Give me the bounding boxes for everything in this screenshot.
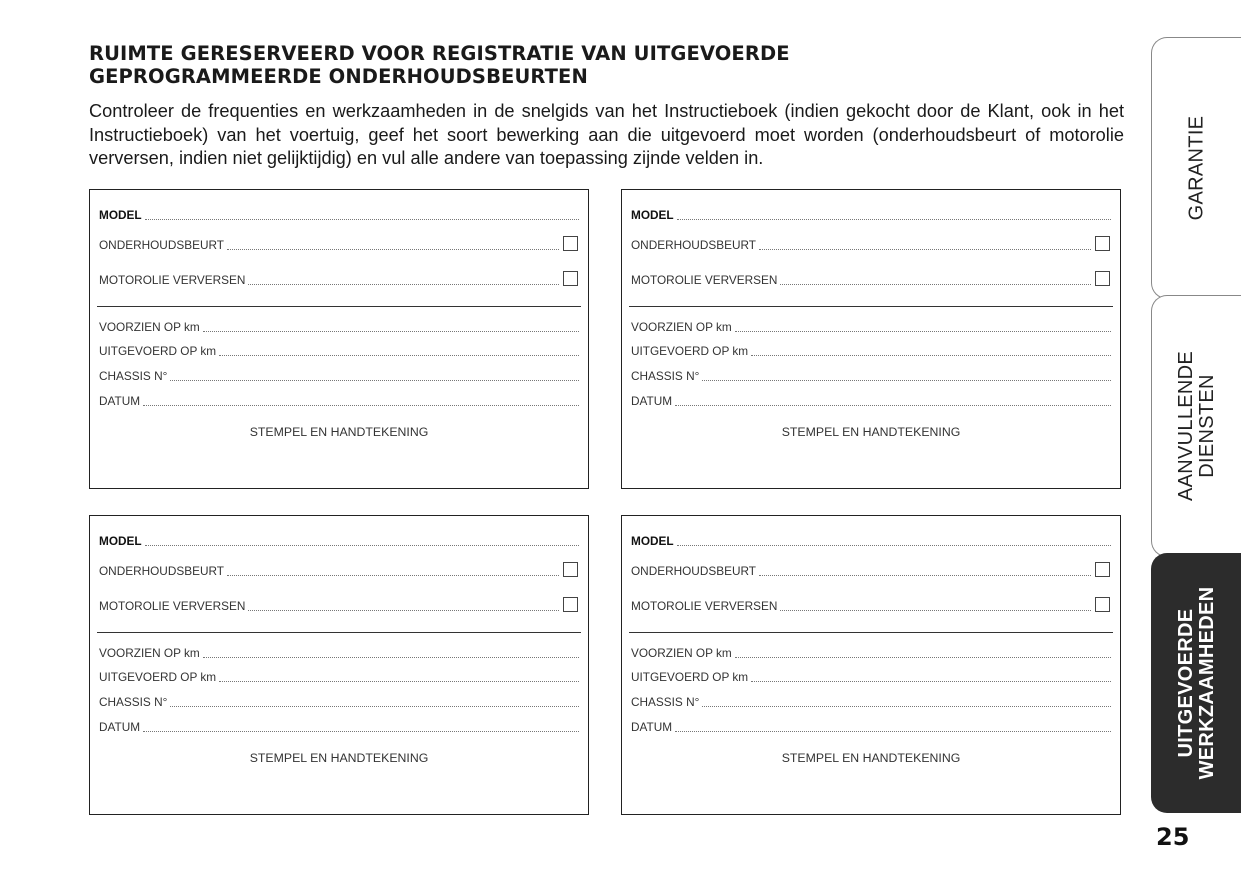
model-label: MODEL	[631, 208, 674, 222]
date-line	[143, 731, 579, 732]
tab-uitgevoerde-werkzaamheden-label: UITGEVOERDE WERKZAAMHEDEN	[1175, 586, 1218, 780]
model-field[interactable]	[631, 208, 1111, 222]
service-line	[227, 249, 559, 250]
oil-change-line	[248, 284, 559, 285]
service-record-card	[89, 189, 589, 489]
tab-garantie-label: GARANTIE	[1185, 115, 1208, 221]
planned-km-label: VOORZIEN OP km	[99, 646, 200, 660]
service-checkbox[interactable]	[563, 236, 578, 251]
oil-change-line	[780, 284, 1091, 285]
planned-km-field[interactable]	[99, 320, 579, 334]
chassis-line	[702, 706, 1111, 707]
service-line	[759, 575, 1091, 576]
service-record-card	[89, 515, 589, 815]
model-line	[145, 545, 579, 546]
done-km-label: UITGEVOERD OP km	[99, 670, 217, 684]
done-km-field[interactable]	[99, 670, 579, 684]
date-line	[143, 405, 579, 406]
divider	[629, 306, 1113, 307]
date-label: DATUM	[99, 394, 141, 408]
service-record-card	[621, 515, 1121, 815]
planned-km-line	[735, 331, 1111, 332]
model-line	[145, 219, 579, 220]
service-label: ONDERHOUDSBEURT	[631, 564, 756, 578]
date-field[interactable]	[631, 394, 1111, 408]
service-checkbox[interactable]	[563, 562, 578, 577]
chassis-line	[170, 380, 579, 381]
service-field	[99, 236, 578, 252]
model-line	[677, 545, 1111, 546]
stamp-signature-label: STEMPEL EN HANDTEKENING	[249, 751, 429, 765]
service-line	[227, 575, 559, 576]
model-label: MODEL	[99, 534, 142, 548]
oil-change-checkbox[interactable]	[563, 271, 578, 286]
tab-uitgevoerde-werkzaamheden[interactable]	[1151, 553, 1241, 813]
chassis-label: CHASSIS N°	[631, 369, 700, 383]
chassis-field[interactable]	[99, 369, 579, 383]
oil-change-line	[780, 610, 1091, 611]
chassis-line	[170, 706, 579, 707]
service-line	[759, 249, 1091, 250]
service-field	[631, 236, 1110, 252]
planned-km-line	[203, 331, 579, 332]
planned-km-field[interactable]	[631, 320, 1111, 334]
oil-change-checkbox[interactable]	[1095, 597, 1110, 612]
planned-km-label: VOORZIEN OP km	[99, 320, 200, 334]
date-line	[675, 731, 1111, 732]
divider	[97, 632, 581, 633]
tab-aanvullende-diensten[interactable]	[1151, 295, 1241, 557]
planned-km-line	[735, 657, 1111, 658]
service-checkbox[interactable]	[1095, 236, 1110, 251]
model-label: MODEL	[99, 208, 142, 222]
oil-change-label: MOTOROLIE VERVERSEN	[631, 599, 778, 613]
stamp-signature-label: STEMPEL EN HANDTEKENING	[249, 425, 429, 439]
date-field[interactable]	[99, 394, 579, 408]
model-field[interactable]	[99, 534, 579, 548]
oil-change-field	[99, 271, 578, 287]
chassis-field[interactable]	[631, 695, 1111, 709]
done-km-label: UITGEVOERD OP km	[99, 344, 217, 358]
stamp-signature-label: STEMPEL EN HANDTEKENING	[781, 751, 961, 765]
planned-km-field[interactable]	[631, 646, 1111, 660]
service-label: ONDERHOUDSBEURT	[99, 238, 224, 252]
service-label: ONDERHOUDSBEURT	[631, 238, 756, 252]
page-number: 25	[1156, 823, 1190, 851]
divider	[97, 306, 581, 307]
model-line	[677, 219, 1111, 220]
oil-change-line	[248, 610, 559, 611]
done-km-line	[219, 681, 579, 682]
tab-garantie[interactable]	[1151, 37, 1241, 299]
stamp-signature-label: STEMPEL EN HANDTEKENING	[781, 425, 961, 439]
done-km-label: UITGEVOERD OP km	[631, 670, 749, 684]
done-km-line	[219, 355, 579, 356]
oil-change-label: MOTOROLIE VERVERSEN	[99, 273, 246, 287]
service-field	[99, 562, 578, 578]
planned-km-label: VOORZIEN OP km	[631, 320, 732, 334]
chassis-field[interactable]	[99, 695, 579, 709]
page-title	[89, 42, 1129, 88]
oil-change-field	[631, 597, 1110, 613]
planned-km-line	[203, 657, 579, 658]
date-label: DATUM	[631, 394, 673, 408]
divider	[629, 632, 1113, 633]
model-field[interactable]	[99, 208, 579, 222]
oil-change-field	[99, 597, 578, 613]
planned-km-field[interactable]	[99, 646, 579, 660]
done-km-line	[751, 355, 1111, 356]
page-title-line-2: GEPROGRAMMEERDE ONDERHOUDSBEURTEN	[89, 65, 588, 88]
date-field[interactable]	[99, 720, 579, 734]
oil-change-checkbox[interactable]	[1095, 271, 1110, 286]
done-km-label: UITGEVOERD OP km	[631, 344, 749, 358]
service-field	[631, 562, 1110, 578]
page-title-line-1: RUIMTE GERESERVEERD VOOR REGISTRATIE VAN UITGEVOERDE	[89, 42, 790, 65]
oil-change-field	[631, 271, 1110, 287]
date-line	[675, 405, 1111, 406]
chassis-label: CHASSIS N°	[631, 695, 700, 709]
model-field[interactable]	[631, 534, 1111, 548]
oil-change-label: MOTOROLIE VERVERSEN	[99, 599, 246, 613]
done-km-line	[751, 681, 1111, 682]
model-label: MODEL	[631, 534, 674, 548]
chassis-label: CHASSIS N°	[99, 695, 168, 709]
tab-aanvullende-diensten-label: AANVULLENDE DIENSTEN	[1175, 350, 1218, 502]
service-label: ONDERHOUDSBEURT	[99, 564, 224, 578]
done-km-field[interactable]	[631, 344, 1111, 358]
date-field[interactable]	[631, 720, 1111, 734]
intro-paragraph: Controleer de frequenties en werkzaamheden in de snelgids van het Instructieboek (indien gekocht door de Klant, ook in het Instructieboek) van het voertuig, geef het soort bewerking aan die uitgevoerd moet worden (onderhoudsbeurt of motorolie verversen, indien niet gelijktijdig) en vul alle andere van toepassing zijnde velden in.	[89, 101, 1124, 168]
date-label: DATUM	[631, 720, 673, 734]
chassis-field[interactable]	[631, 369, 1111, 383]
service-record-card	[621, 189, 1121, 489]
service-checkbox[interactable]	[1095, 562, 1110, 577]
planned-km-label: VOORZIEN OP km	[631, 646, 732, 660]
done-km-field[interactable]	[631, 670, 1111, 684]
chassis-line	[702, 380, 1111, 381]
oil-change-label: MOTOROLIE VERVERSEN	[631, 273, 778, 287]
date-label: DATUM	[99, 720, 141, 734]
chassis-label: CHASSIS N°	[99, 369, 168, 383]
done-km-field[interactable]	[99, 344, 579, 358]
oil-change-checkbox[interactable]	[563, 597, 578, 612]
